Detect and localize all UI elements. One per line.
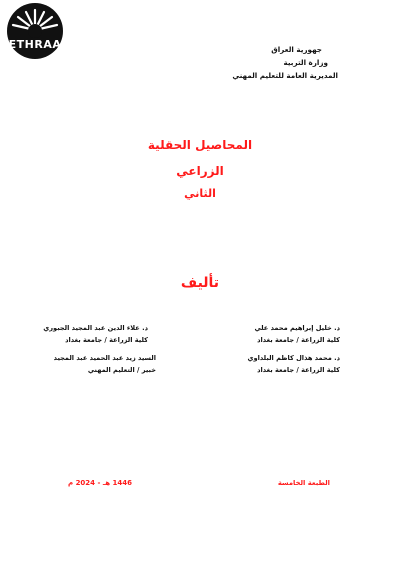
author-block <box>43 322 148 346</box>
book-title: المحاصيل الحقلية <box>147 138 253 152</box>
publication-year: 1446 هـ - 2024 م <box>67 479 132 487</box>
author-affiliation: خبير / التعليم المهني <box>87 366 156 374</box>
author-affiliation: كلية الزراعة / جامعة بغداد <box>65 336 148 344</box>
author-name: السيد زيد عبد الحميد عبد المجيد <box>53 354 156 362</box>
book-grade: الثاني <box>184 187 216 200</box>
header-ministry: وزارة التربية <box>283 58 328 67</box>
edition-label: الطبعة الخامسة <box>277 479 330 487</box>
author-affiliation: كلية الزراعة / جامعة بغداد <box>257 336 340 344</box>
ethraa-logo <box>2 2 68 60</box>
logo-emblem-icon <box>2 2 68 60</box>
author-name: د. محمد هذال كاظم البلداوي <box>247 354 340 362</box>
author-block <box>254 322 340 346</box>
authored-label: تأليف <box>180 275 220 291</box>
author-name: د. علاء الدين عبد المجيد الجبوري <box>43 324 148 332</box>
logo-text: ETHRAA <box>8 38 62 51</box>
author-block <box>54 352 156 376</box>
author-name: د. خليل إبراهيم محمد علي <box>254 324 340 332</box>
author-affiliation: كلية الزراعة / جامعة بغداد <box>257 366 340 374</box>
author-block <box>247 352 340 376</box>
header-directorate: المديرية العامة للتعليم المهني <box>232 71 338 80</box>
header-country: جهورية العراق <box>271 45 322 54</box>
book-subtitle-field: الزراعي <box>176 164 224 178</box>
